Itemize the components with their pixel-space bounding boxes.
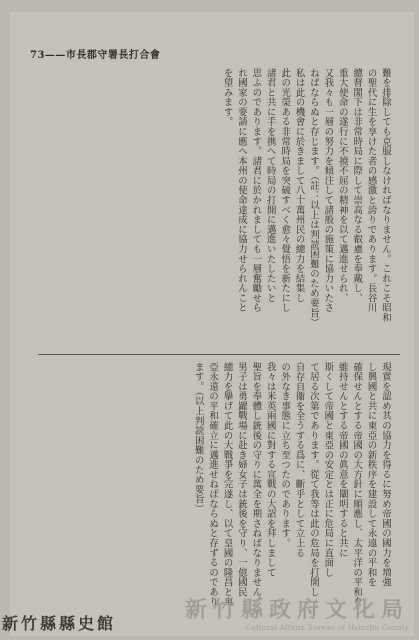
text-column: 總督閣下は非常時局に際して崇高なる叡慮を奉戴し、 [351,68,363,303]
bottom-text-block [32,362,392,608]
text-column: て居る次第であります。從て我等は此の危局を打開し [307,362,319,597]
text-column: 維持せんとする帝國の眞意を闡明すると共に [336,362,348,558]
section-divider [38,354,400,355]
watermark-sub-text: Cultural Affairs Bureau of Hsinchu County [245,624,409,632]
text-column: 總力を擧げて此の大戰爭を完遂し、以て皇國の隆昌と東 [221,362,233,607]
text-column: 男子は勇躍戰場に赴き婦女子は銃後を守り、一億國民 [235,362,247,597]
text-column: 斯くして帝國と東亞の安定とは正に危局に直面し [322,362,334,578]
text-column: 亞永遠の平和確立に邁進せねばならぬと存ずるのであり [207,362,219,607]
text-column: 自存自衞を全うする爲に、斷乎として立上る [293,362,305,558]
text-column: 此の光榮ある非常時局を突破すべく愈々覺悟を新たにし [279,68,291,313]
text-column: を望みます。 [221,68,233,127]
text-column: 私は此の機會に於きまして八十萬州民の總力を結集し [293,68,305,303]
text-column: の聖代に生を享けた者の感激と誇りであります。長谷川 [365,68,377,313]
text-column: ます。（以上判読困難のため要旨） [192,362,204,514]
text-column: 聖旨を奉體し銃後の守りに萬全を期さねばなりません。 [250,362,262,607]
watermark [185,593,409,632]
watermark-main-text: 新竹縣政府文化局 [184,597,409,623]
text-column: 諸君と共に手を携へて時局の打開に邁進いたしたいと [264,68,276,303]
text-column: 現實を認め其の協力を得るに努め帝國の國力を増強 [380,362,391,588]
text-column: 我々は米英兩國に對する宣戰の大詔を拜しまして [264,362,276,578]
document-page [10,12,414,636]
text-column: 重大使命の遂行に不撓不屈の精神を以て邁進せられ、 [336,68,348,303]
text-column: れ國家の要請に應へ本州の使命達成に協力せられんこと [235,68,247,313]
top-text-block [32,68,392,346]
text-column: 確保せんとする帝國の大方針に順應し、太平洋の平和を [351,362,363,607]
page-header: 73——市長郡守署長打合會 [30,50,161,61]
text-column: ねばならぬと存じます。（註：以上は判読困難のため要旨） [307,68,319,328]
text-column: 又我々も一層の努力を傾注して諸般の施策に協力いたさ [322,68,334,313]
text-column: 思ふのであります。諸君に於かれましても一層奮勵せら [250,68,262,313]
archive-logo: 新竹縣縣史館 [2,614,117,633]
text-column: の外なき事態に立ち至つたのであります。 [279,362,291,549]
text-column: し興國と共に東亞の新秩序を建設して永遠の平和を [365,362,377,588]
text-column: 難を排除しても克服しなければなりません。これこそ昭和 [380,68,391,323]
